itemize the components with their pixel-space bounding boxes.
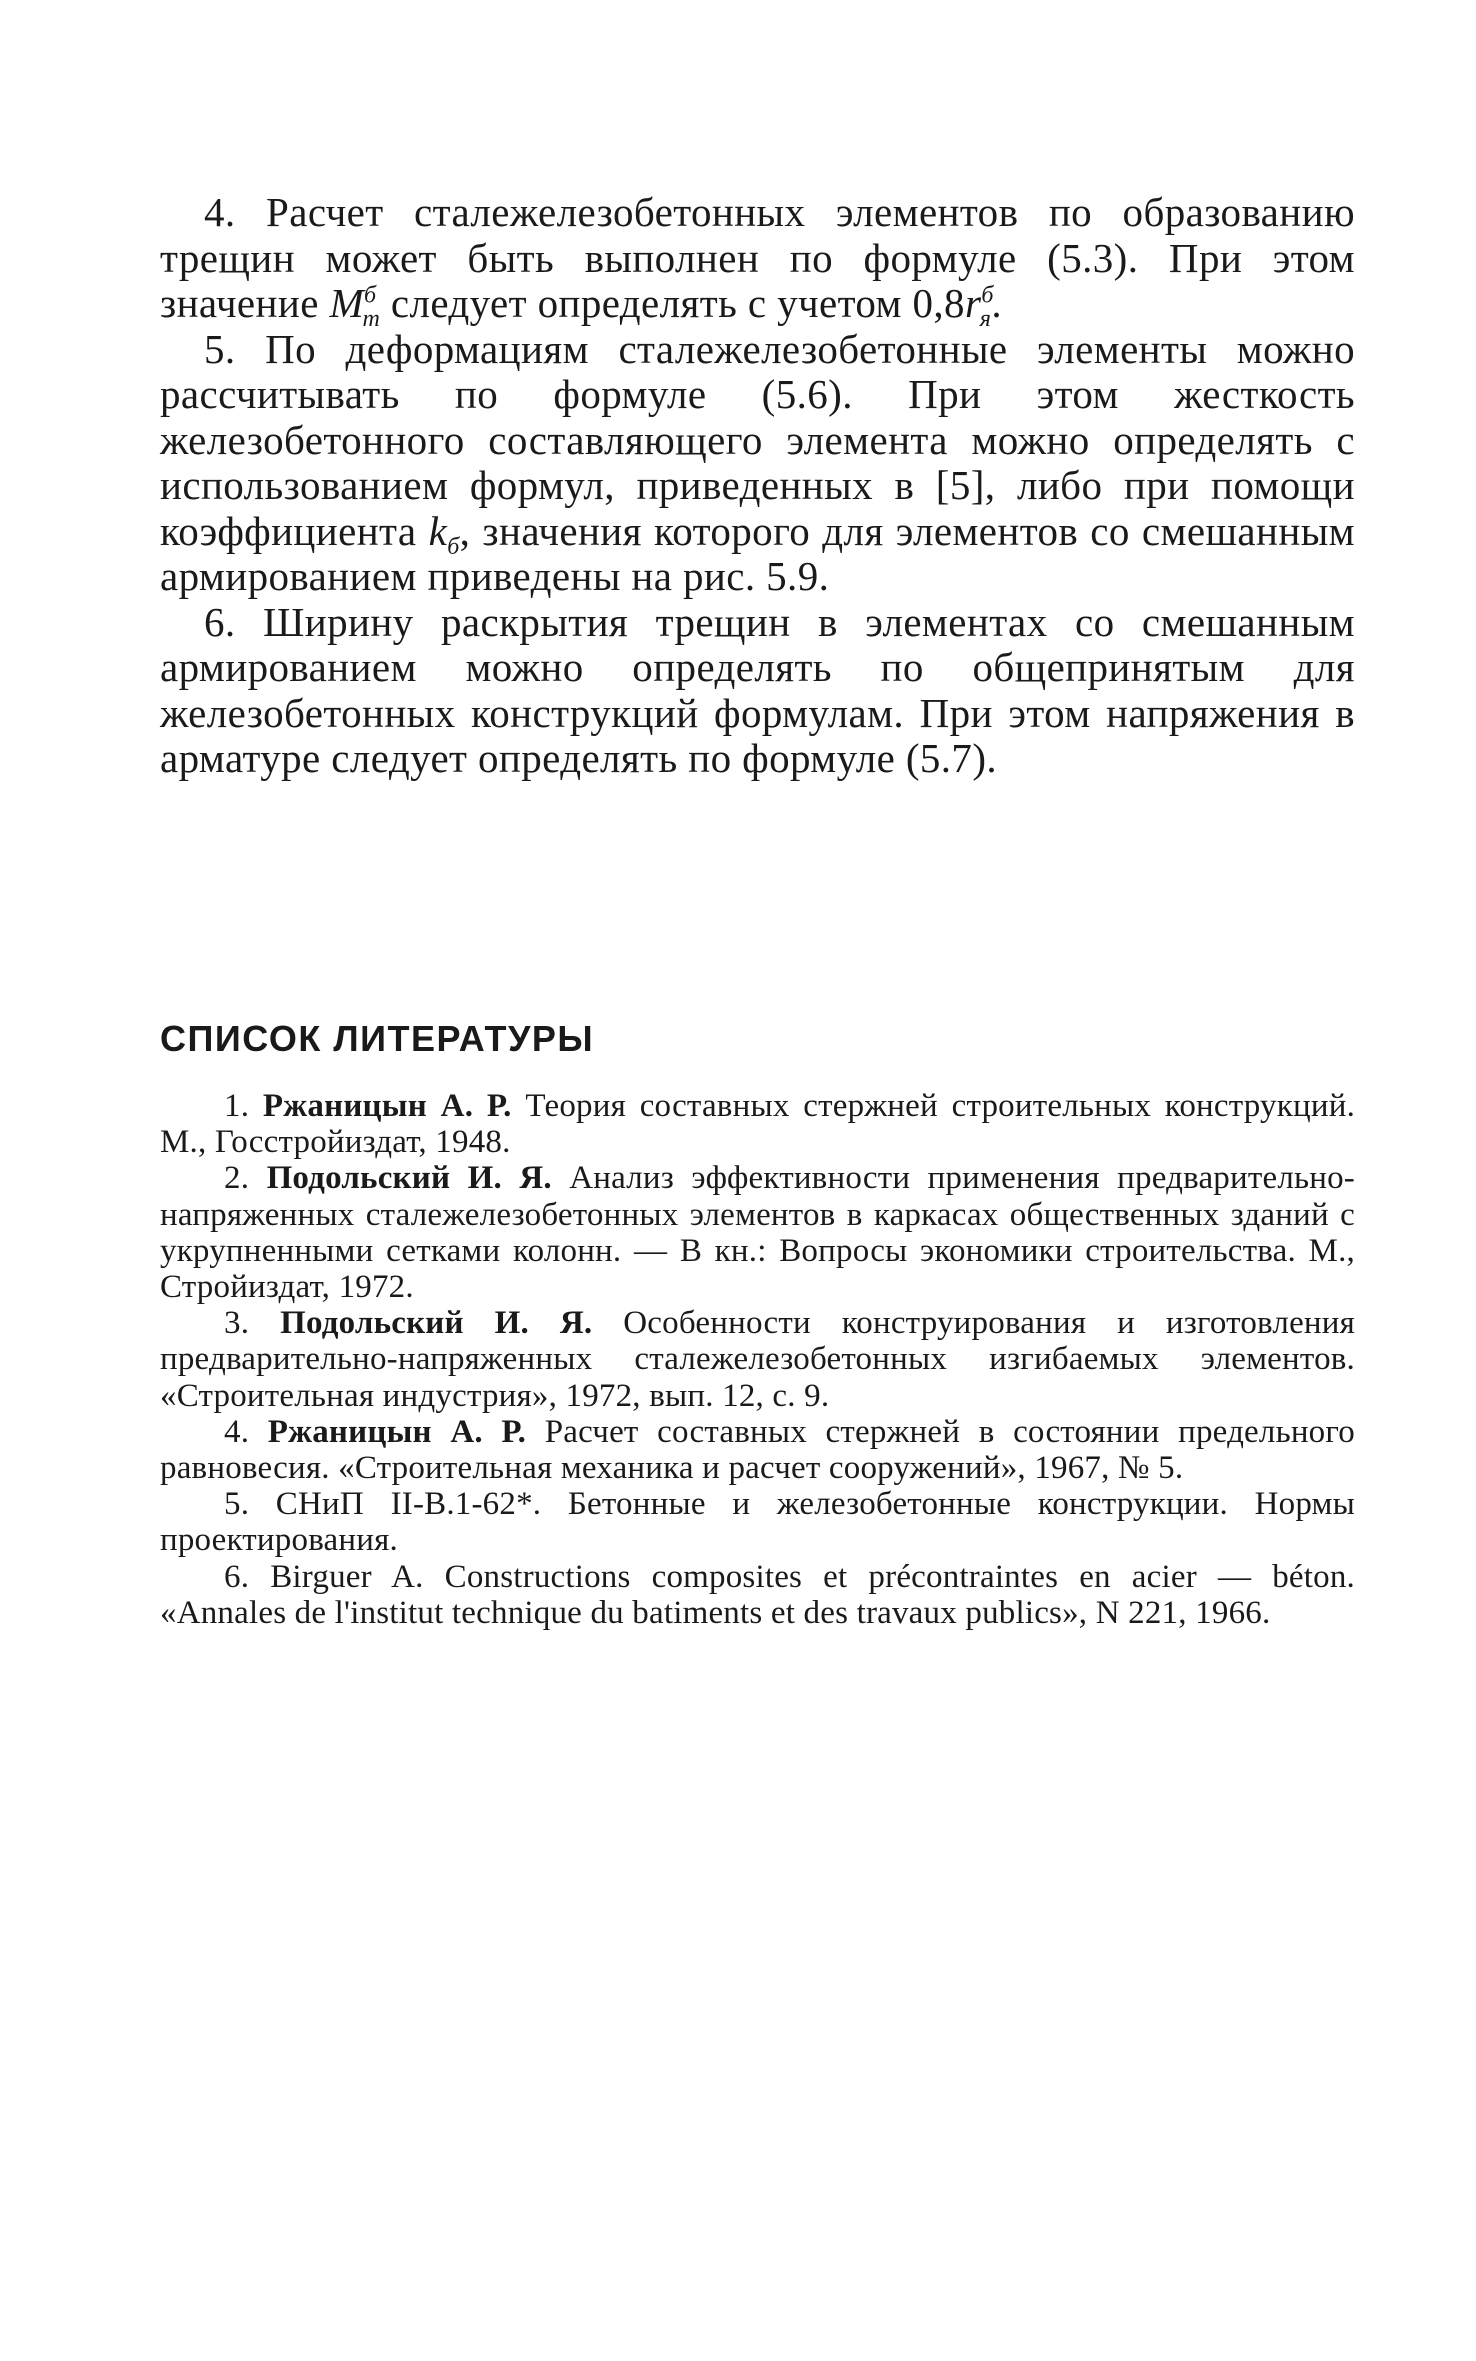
reference-item-3 bbox=[160, 1305, 1355, 1414]
paragraph-5 bbox=[160, 327, 1355, 600]
reference-item-1 bbox=[160, 1088, 1355, 1160]
reference-text: Birguer A. Constructions composites et précontraintes en acier — béton. «Annales de l'institut technique du batiments et des travaux publics», N 221, 1966. bbox=[160, 1558, 1355, 1631]
paragraph-5-end: , значения которого для элементов со смешанным армированием приведены на рис. 5.9. bbox=[160, 507, 1355, 599]
reference-text: Особенности конструирования и изготовления предварительно-напряженных сталежелезобетонных изгибаемых элементов. «Строительная индустрия», 1972, вып. 12, с. 9. bbox=[160, 1305, 1356, 1414]
reference-number: 3. bbox=[224, 1305, 250, 1342]
reference-item-6 bbox=[160, 1559, 1355, 1631]
formula-m-superscript: б bbox=[364, 282, 377, 309]
reference-text: СНиП II-В.1-62*. Бетонные и железобетонные конструкции. Нормы проектирования. bbox=[160, 1486, 1355, 1559]
reference-text: Теория составных стержней строительных конструкций. М., Госстройиздат, 1948. bbox=[160, 1088, 1356, 1161]
formula-k-subscript: б bbox=[447, 533, 460, 560]
references-heading: СПИСОК ЛИТЕРАТУРЫ bbox=[160, 1018, 595, 1059]
reference-author: Ржаницын А. Р. bbox=[262, 1088, 512, 1124]
reference-number: 1. bbox=[224, 1088, 250, 1124]
reference-number: 6. bbox=[224, 1558, 250, 1595]
formula-m-subscript: т bbox=[362, 306, 381, 333]
formula-coefficient: 0,8 bbox=[912, 280, 965, 326]
formula-m-symbol: M bbox=[329, 280, 365, 326]
reference-item-4 bbox=[160, 1414, 1355, 1486]
paragraph-5-lead: 5. По деформациям сталежелезобетонные элементы можно рассчитывать по формуле (5.6). При этом жесткость железобетонного составляющего элемента можно определять с использованием формул, приведенных в [5], либо при помощи коэффициента bbox=[160, 325, 1355, 554]
formula-r-ya bbox=[964, 280, 994, 333]
formula-r-symbol: r bbox=[964, 280, 982, 326]
formula-k-symbol: k bbox=[428, 507, 448, 554]
paragraph-4-mid: следует определять с учетом bbox=[390, 280, 902, 326]
paragraph-4-end: . bbox=[991, 280, 1003, 326]
formula-k-b bbox=[428, 507, 460, 560]
reference-item-5 bbox=[160, 1486, 1355, 1558]
body-text bbox=[160, 190, 1355, 782]
reference-author: Подольский И. Я. bbox=[280, 1305, 593, 1342]
reference-number: 5. bbox=[224, 1486, 250, 1523]
reference-author: Подольский И. Я. bbox=[266, 1160, 552, 1197]
reference-number: 4. bbox=[224, 1413, 250, 1450]
reference-number: 2. bbox=[224, 1160, 250, 1197]
paragraph-4-lead: 4. Расчет сталежелезобетонных элементов по образованию трещин может быть выполнен по формуле (5.3). При этом значение bbox=[160, 189, 1355, 326]
paragraph-6: 6. Ширину раскрытия трещин в элементах со смешанным армированием можно определять по общепринятым для железобетонных конструкций формулам. При этом напряжения в арматуре следует определять по формуле (5.7). bbox=[160, 598, 1355, 781]
formula-r-subscript: я bbox=[979, 306, 992, 333]
reference-text: Анализ эффективности применения предварительно-напряженных сталежелезобетонных элементов в каркасах общественных зданий с укрупненными сетками колонн. — В кн.: Вопросы экономики строительства. М., Стройиздат, 1972. bbox=[160, 1160, 1355, 1306]
formula-r-superscript: б bbox=[981, 282, 994, 309]
references-list bbox=[160, 1088, 1355, 1631]
reference-item-2 bbox=[160, 1160, 1355, 1305]
reference-text: Расчет составных стержней в состоянии предельного равновесия. «Строительная механика и расчет сооружений», 1967, № 5. bbox=[160, 1413, 1355, 1487]
paragraph-4 bbox=[160, 189, 1355, 333]
reference-author: Ржаницын А. Р. bbox=[267, 1413, 527, 1450]
formula-m-t bbox=[329, 280, 381, 333]
